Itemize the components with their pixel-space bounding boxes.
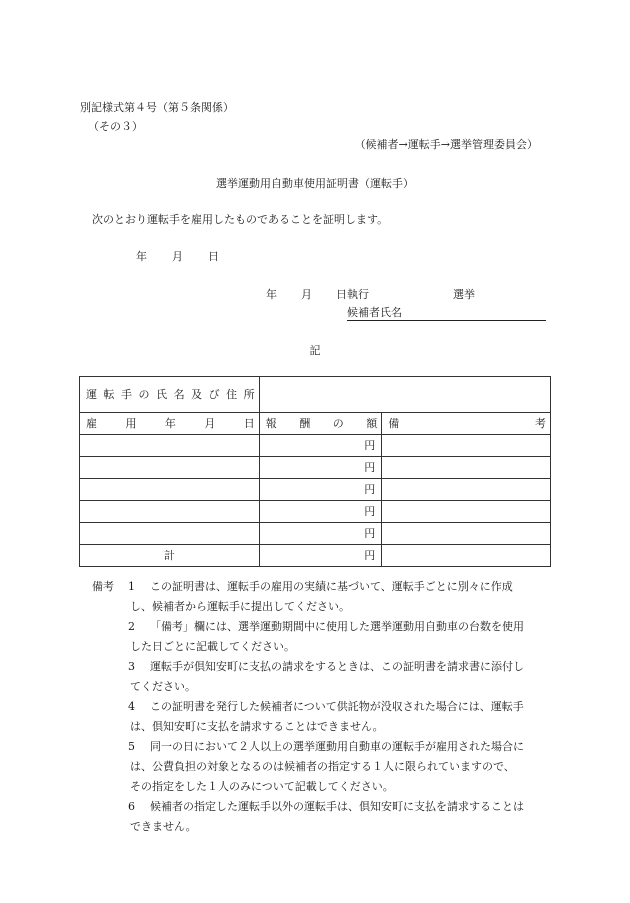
note-text: 「備考」欄には、選挙運動期間中に使用した選挙運動用自動車の台数を使用 xyxy=(150,620,524,633)
election-exec-label: 日執行 xyxy=(336,288,369,301)
table-row xyxy=(80,501,551,523)
note-text: 同一の日において２人以上の選挙運動用自動車の運転手が雇用された場合に xyxy=(150,740,524,753)
remarks-header-char: 備 xyxy=(388,417,400,430)
remarks-field[interactable] xyxy=(382,435,551,457)
election-label: 選挙 xyxy=(453,288,475,301)
certification-statement: 次のとおり運転手を雇用したものであることを証明します。 xyxy=(92,213,389,226)
note-text: 運転手が倶知安町に支払の請求をするときは、この証明書を請求書に添付し xyxy=(150,660,524,673)
election-date-line xyxy=(0,289,630,303)
total-label: 計 xyxy=(80,545,260,567)
pay-amount-field[interactable]: 円 xyxy=(259,479,382,501)
employment-date-field[interactable] xyxy=(80,501,260,523)
note-number: 2 xyxy=(128,620,135,633)
issue-day-label: 日 xyxy=(208,250,219,263)
note-text-continued: した日ごとに記載してください。 xyxy=(130,640,295,653)
notes-label: 備考 xyxy=(92,580,114,593)
note-item xyxy=(92,657,562,697)
notes-section xyxy=(92,577,562,837)
note-text-continued: できません。 xyxy=(130,820,197,833)
driver-label-char: 住 xyxy=(226,388,238,401)
ki-heading: 記 xyxy=(309,344,321,357)
note-item xyxy=(92,697,562,737)
remarks-field[interactable] xyxy=(382,501,551,523)
note-text-continued: は、公費負担の対象となるのは候補者の指定する１人に限られていますので、 xyxy=(130,760,515,773)
routing-note: （候補者→運転手→選挙管理委員会） xyxy=(354,138,538,151)
driver-label-char: び xyxy=(208,388,220,401)
driver-label-char: 運 xyxy=(86,388,97,401)
employment-date-header-char: 月 xyxy=(204,417,216,430)
document-title: 選挙運動用自動車使用証明書（運転手） xyxy=(216,177,414,190)
employment-date-field[interactable] xyxy=(80,435,260,457)
remarks-field[interactable] xyxy=(382,523,551,545)
note-item xyxy=(92,797,562,837)
remarks-header-char: 考 xyxy=(535,417,546,430)
election-year-label: 年 xyxy=(266,288,277,301)
form-number: 別記様式第４号（第５条関係） xyxy=(80,101,234,114)
candidate-name-field[interactable] xyxy=(347,307,546,321)
note-text: 候補者の指定した運転手以外の運転手は、倶知安町に支払を請求することは xyxy=(150,800,524,813)
driver-info-row xyxy=(80,377,551,413)
table-row xyxy=(80,523,551,545)
total-amount-field[interactable]: 円 xyxy=(259,545,382,567)
driver-label-char: 名 xyxy=(173,388,185,401)
table-row xyxy=(80,435,551,457)
driver-label-char: 転 xyxy=(103,388,115,401)
employment-date-field[interactable] xyxy=(80,457,260,479)
note-number: 6 xyxy=(128,800,135,813)
remarks-header xyxy=(382,413,551,435)
remarks-field[interactable] xyxy=(382,479,551,501)
total-row xyxy=(80,545,551,567)
driver-label-char: の xyxy=(138,388,150,401)
driver-label-char: 及 xyxy=(191,388,203,401)
employment-date-header-char: 用 xyxy=(125,417,137,430)
note-number: 1 xyxy=(128,580,135,593)
note-item xyxy=(92,737,562,797)
pay-amount-header-char: 報 xyxy=(265,417,277,430)
driver-name-address-label xyxy=(80,389,259,400)
driver-name-address-label-cell xyxy=(80,377,260,413)
driver-label-char: 氏 xyxy=(156,388,168,401)
pay-amount-header xyxy=(259,413,382,435)
table-row xyxy=(80,479,551,501)
issue-date xyxy=(0,251,630,265)
pay-amount-field[interactable]: 円 xyxy=(259,435,382,457)
note-item xyxy=(92,617,562,657)
issue-month-label: 月 xyxy=(172,250,183,263)
column-header-row xyxy=(80,413,551,435)
note-text-continued: は、倶知安町に支払を請求することはできません。 xyxy=(130,720,384,733)
driver-label-char: 手 xyxy=(121,388,133,401)
employment-date-field[interactable] xyxy=(80,523,260,545)
employment-date-header xyxy=(80,413,260,435)
pay-amount-field[interactable]: 円 xyxy=(259,501,382,523)
driver-employment-table xyxy=(79,376,551,567)
employment-date-header-char: 年 xyxy=(164,417,176,430)
note-item xyxy=(92,577,562,617)
note-text-continued: てください。 xyxy=(130,680,196,693)
form-sub-number: （その３） xyxy=(88,120,143,133)
note-number: 5 xyxy=(128,740,135,753)
driver-label-char: 所 xyxy=(243,388,255,401)
employment-date-header-char: 雇 xyxy=(86,417,97,430)
note-number: 4 xyxy=(128,700,135,713)
note-text-continued: し、候補者から運転手に提出してください。 xyxy=(130,600,350,613)
driver-name-address-field[interactable] xyxy=(259,377,550,413)
total-remarks-field[interactable] xyxy=(382,545,551,567)
issue-year-label: 年 xyxy=(136,250,147,263)
table-row xyxy=(80,457,551,479)
pay-amount-header-char: 酬 xyxy=(299,417,311,430)
pay-amount-header-char: の xyxy=(332,417,344,430)
candidate-name-label: 候補者氏名 xyxy=(347,306,402,319)
election-month-label: 月 xyxy=(301,288,312,301)
pay-amount-field[interactable]: 円 xyxy=(259,523,382,545)
note-text-continued: その指定をした１人のみについて記載してください。 xyxy=(130,780,394,793)
note-number: 3 xyxy=(128,660,135,673)
note-text: この証明書は、運転手の雇用の実績に基づいて、運転手ごとに別々に作成 xyxy=(150,580,513,593)
employment-date-header-char: 日 xyxy=(243,417,255,430)
employment-date-field[interactable] xyxy=(80,479,260,501)
pay-amount-field[interactable]: 円 xyxy=(259,457,382,479)
remarks-field[interactable] xyxy=(382,457,551,479)
pay-amount-header-char: 額 xyxy=(366,417,378,430)
note-text: この証明書を発行した候補者について供託物が没収された場合には、運転手 xyxy=(150,700,524,713)
